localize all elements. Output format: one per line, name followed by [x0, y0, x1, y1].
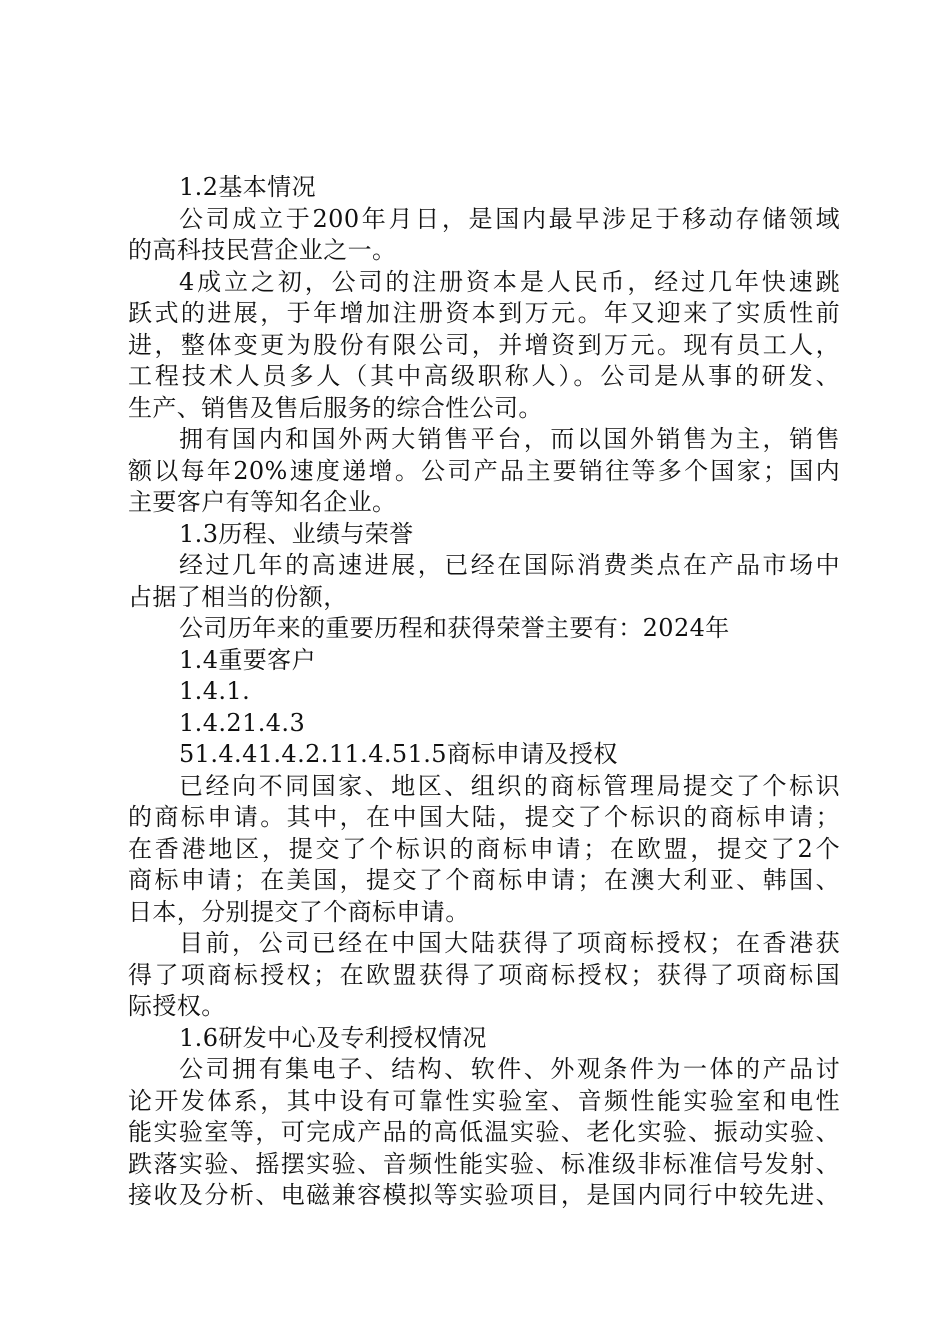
text-line: 已经向不同国家、地区、组织的商标管理局提交了个标识: [179, 771, 840, 800]
text-line: 进，整体变更为股份有限公司，并增资到万元。现有员工人，: [128, 330, 840, 359]
section-heading-1-2: 1.2基本情况: [179, 173, 316, 201]
document-body: [128, 172, 840, 1212]
text-line: 额以每年20%速度递增。公司产品主要销往等多个国家；国内: [128, 456, 840, 485]
section-heading-1-4: 1.4重要客户: [179, 645, 316, 674]
text-line: 目前，公司已经在中国大陆获得了项商标授权；在香港获: [179, 929, 840, 957]
text-line: 在香港地区，提交了个标识的商标申请；在欧盟，提交了2个: [128, 834, 840, 863]
section-heading-1-4-2: 1.4.21.4.3: [179, 708, 306, 737]
text-line: 占据了相当的份额，: [128, 582, 348, 611]
text-line: 商标申请；在美国，提交了个商标申请；在澳大利亚、韩国、: [128, 866, 840, 894]
text-line: 公司历年来的重要历程和获得荣誉主要有：2024年: [179, 614, 730, 642]
text-line: 得了项商标授权；在欧盟获得了项商标授权；获得了项商标国: [128, 960, 840, 989]
text-line: 4成立之初，公司的注册资本是人民币，经过几年快速跳: [179, 267, 840, 296]
section-heading-1-3: 1.3历程、业绩与荣誉: [179, 519, 414, 548]
text-line: 公司成立于200年月日，是国内最早涉足于移动存储领域: [179, 204, 840, 233]
section-heading-1-4-1: 1.4.1.: [179, 677, 251, 705]
text-line: 际授权。: [128, 992, 226, 1020]
text-line: 生产、销售及售后服务的综合性公司。: [128, 393, 543, 422]
text-line: 工程技术人员多人（其中高级职称人）。公司是从事的研发、: [128, 362, 840, 390]
text-line: 能实验室等，可完成产品的高低温实验、老化实验、振动实验、: [128, 1118, 840, 1146]
text-line: 公司拥有集电子、结构、软件、外观条件为一体的产品讨: [179, 1055, 840, 1083]
text-line: 经过几年的高速进展，已经在国际消费类点在产品市场中: [179, 551, 840, 579]
text-line: 接收及分析、电磁兼容模拟等实验项目，是国内同行中较先进、: [128, 1181, 840, 1209]
text-line: 拥有国内和国外两大销售平台，而以国外销售为主，销售: [179, 425, 840, 453]
section-heading-1-5: 51.4.41.4.2.11.4.51.5商标申请及授权: [179, 740, 618, 768]
text-line: 跌落实验、摇摆实验、音频性能实验、标准级非标准信号发射、: [128, 1149, 840, 1178]
text-line: 主要客户有等知名企业。: [128, 488, 397, 516]
text-line: 的商标申请。其中，在中国大陆，提交了个标识的商标申请；: [128, 803, 840, 831]
text-line: 跃式的进展，于年增加注册资本到万元。年又迎来了实质性前: [128, 299, 840, 327]
text-line: 的高科技民营企业之一。: [128, 236, 397, 264]
text-line: 日本，分别提交了个商标申请。: [128, 897, 470, 926]
section-heading-1-6: 1.6研发中心及专利授权情况: [179, 1023, 487, 1052]
text-line: 论开发体系，其中设有可靠性实验室、音频性能实验室和电性: [128, 1086, 840, 1115]
